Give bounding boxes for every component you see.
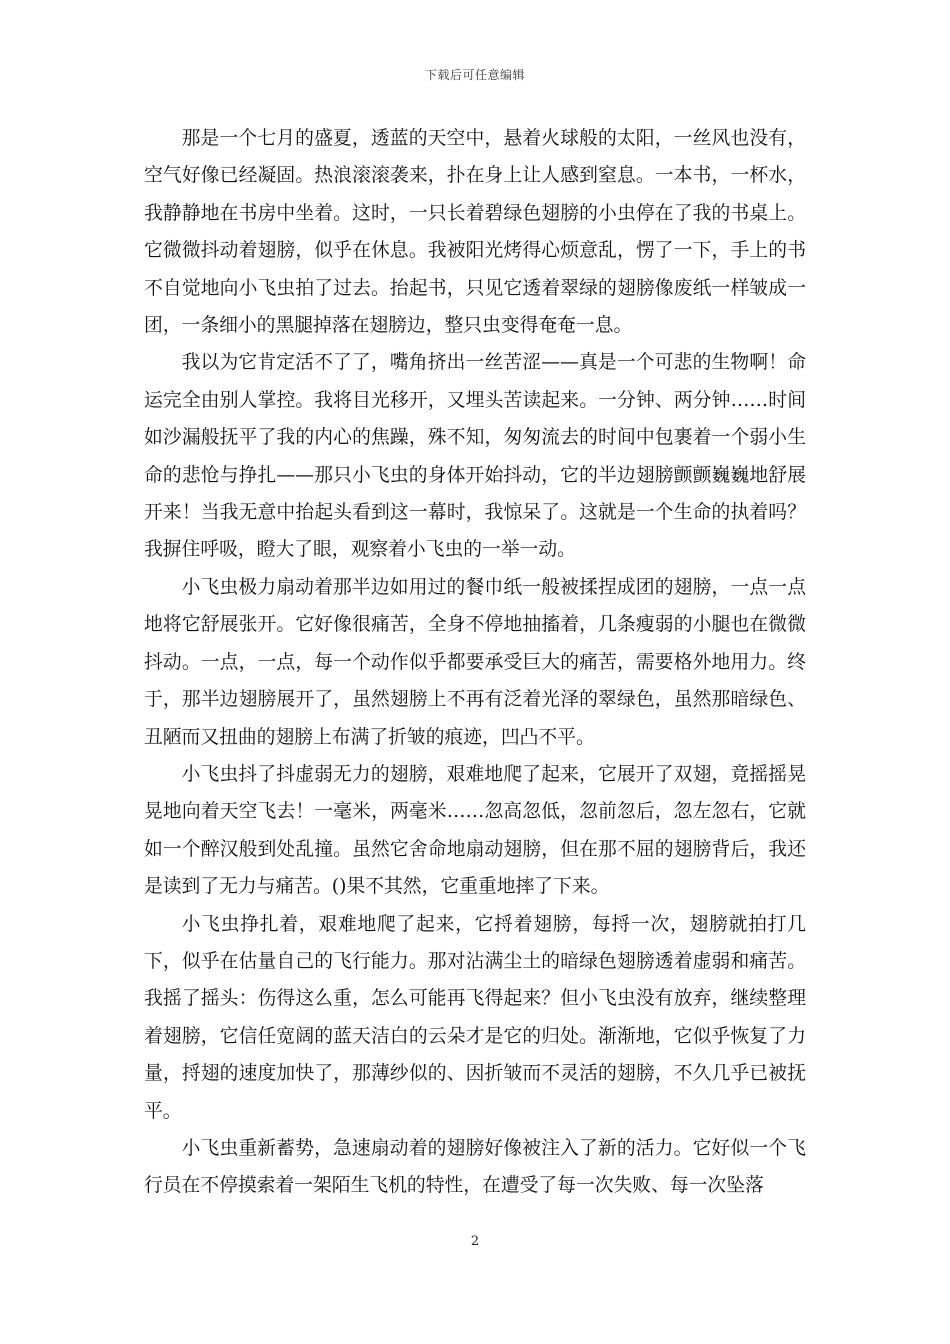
paragraph: 我以为它肯定活不了了，嘴角挤出一丝苦涩——真是一个可悲的生物啊！命运完全由别人掌控。我将目光移开，又埋头苦读起来。一分钟、两分钟……时间如沙漏般抚平了我的内心的焦躁，殊不知，匆匆流去的时间中包裹着一个弱小生命的悲怆与挣扎——那只小飞虫的身体开始抖动，它的半边翅膀颤颤巍巍地舒展开来！当我无意中抬起头看到这一幕时，我惊呆了。这就是一个生命的执着吗？我摒住呼吸，瞪大了眼，观察着小飞虫的一举一动。 [144,352,806,561]
paragraph: 那是一个七月的盛夏，透蓝的天空中，悬着火球般的太阳，一丝风也没有，空气好像已经凝固。热浪滚滚袭来，扑在身上让人感到窒息。一本书，一杯水，我静静地在书房中坐着。这时，一只长着碧绿色翅膀的小虫停在了我的书桌上。它微微抖动着翅膀，似乎在休息。我被阳光烤得心烦意乱，愣了一下，手上的书不自觉地向小飞虫拍了过去。抬起书，只见它透着翠绿的翅膀像废纸一样皱成一团，一条细小的黑腿掉落在翅膀边，整只虫变得奄奄一息。 [144,128,806,337]
paragraph: 小飞虫抖了抖虚弱无力的翅膀，艰难地爬了起来，它展开了双翅，竟摇摇晃晃地向着天空飞去！一毫米，两毫米……忽高忽低，忽前忽后，忽左忽右，它就如一个醉汉般到处乱撞。虽然它舍命地扇动翅膀，但在那不屈的翅膀背后，我还是读到了无力与痛苦。()果不其然，它重重地摔了下来。 [144,763,806,898]
paragraph: 小飞虫极力扇动着那半边如用过的餐巾纸一般被揉捏成团的翅膀，一点一点地将它舒展张开。它好像很痛苦，全身不停地抽搐着，几条瘦弱的小腿也在微微抖动。一点，一点，每一个动作似乎都要承受巨大的痛苦，需要格外地用力。终于，那半边翅膀展开了，虽然翅膀上不再有泛着光泽的翠绿色，虽然那暗绿色、丑陋而又扭曲的翅膀上布满了折皱的痕迹，凹凸不平。 [144,576,806,748]
page-header: 下载后可任意编辑 [424,68,525,82]
paragraph: 小飞虫重新蓄势，急速扇动着的翅膀好像被注入了新的活力。它好似一个飞行员在不停摸索着一架陌生飞机的特性，在遭受了每一次失败、每一次坠落 [144,1137,806,1197]
page-number: 2 [470,1234,480,1249]
body-text [144,120,806,1205]
paragraph: 小飞虫挣扎着，艰难地爬了起来，它捋着翅膀，每捋一次，翅膀就拍打几下，似乎在估量自己的飞行能力。那对沾满尘土的暗绿色翅膀透着虚弱和痛苦。我摇了摇头：伤得这么重，怎么可能再飞得起来？但小飞虫没有放弃，继续整理着翅膀，它信任宽阔的蓝天洁白的云朵才是它的归处。渐渐地，它似乎恢复了力量，捋翅的速度加快了，那薄纱似的、因折皱而不灵活的翅膀，不久几乎已被抚平。 [144,913,806,1122]
